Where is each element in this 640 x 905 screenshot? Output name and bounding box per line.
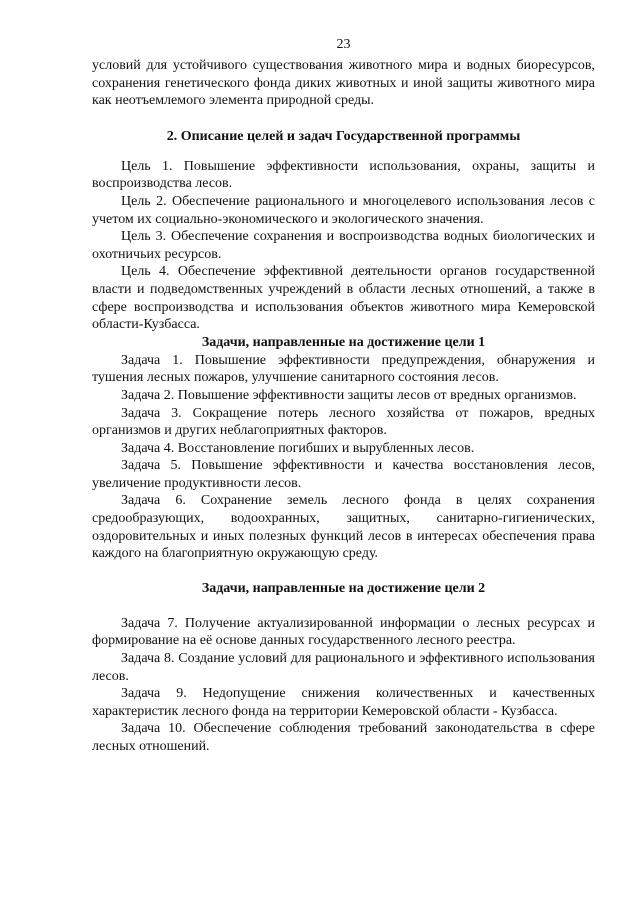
goal-item: Цель 1. Повышение эффективности использования, охраны, защиты и воспроизводства лесов. xyxy=(92,158,595,192)
goal2-tasks-heading: Задачи, направленные на достижение цели 2 xyxy=(201,580,486,596)
goal-item: Цель 3. Обеспечение сохранения и воспроизводства водных биологических и охотничьих ресурсов. xyxy=(92,229,595,262)
intro-paragraph: условий для устойчивого существования животного мира и водных биоресурсов, сохранения генетического фонда диких животных и иной защиты животного мира как неотъемлемого элемента природной среды. xyxy=(92,58,595,109)
section-title: 2. Описание целей и задач Государственной программы xyxy=(166,128,521,144)
task-item: Задача 4. Восстановление погибших и вырубленных лесов. xyxy=(121,440,475,456)
document-page xyxy=(92,36,595,756)
task-item: Задача 5. Повышение эффективности и качества восстановления лесов, увеличение продуктивности лесов. xyxy=(92,458,595,491)
task-item: Задача 3. Сокращение потерь лесного хозяйства от пожаров, вредных организмов и других неблагоприятных факторов. xyxy=(92,405,595,439)
page-number: 23 xyxy=(336,37,351,52)
task-item: Задача 2. Повышение эффективности защиты лесов от вредных организмов. xyxy=(121,387,577,403)
task-item: Задача 9. Недопущение снижения количественных и качественных характеристик лесного фонда на территории Кемеровской области - Кузбасса. xyxy=(92,686,595,719)
task-item: Задача 7. Получение актуализированной информации о лесных ресурсах и формирование на её основе данных государственного лесного реестра. xyxy=(92,615,595,649)
task-item: Задача 1. Повышение эффективности предупреждения, обнаружения и тушения лесных пожаров, улучшение санитарного состояния лесов. xyxy=(92,352,595,386)
goal-item: Цель 4. Обеспечение эффективной деятельности органов государственной власти и подведомственных учреждений в области лесных отношений, а также в сфере воспроизводства и использования объектов животного мира Кемеровской области-Кузбасса. xyxy=(92,264,595,333)
task-item: Задача 10. Обеспечение соблюдения требований законодательства в сфере лесных отношений. xyxy=(92,721,595,754)
goal-item: Цель 2. Обеспечение рационального и многоцелевого использования лесов с учетом их социально-экономического и экологического значения. xyxy=(92,193,595,227)
task-item: Задача 6. Сохранение земель лесного фонда в целях сохранения средообразующих, водоохранных, защитных, санитарно-гигиенических, оздоровительных и иных полезных функций лесов в интересах обеспечения права каждого на благоприятную окружающую среду. xyxy=(92,493,595,562)
goal1-tasks-heading: Задачи, направленные на достижение цели 1 xyxy=(201,334,486,350)
task-item: Задача 8. Создание условий для рационального и эффективного использования лесов. xyxy=(92,651,595,684)
